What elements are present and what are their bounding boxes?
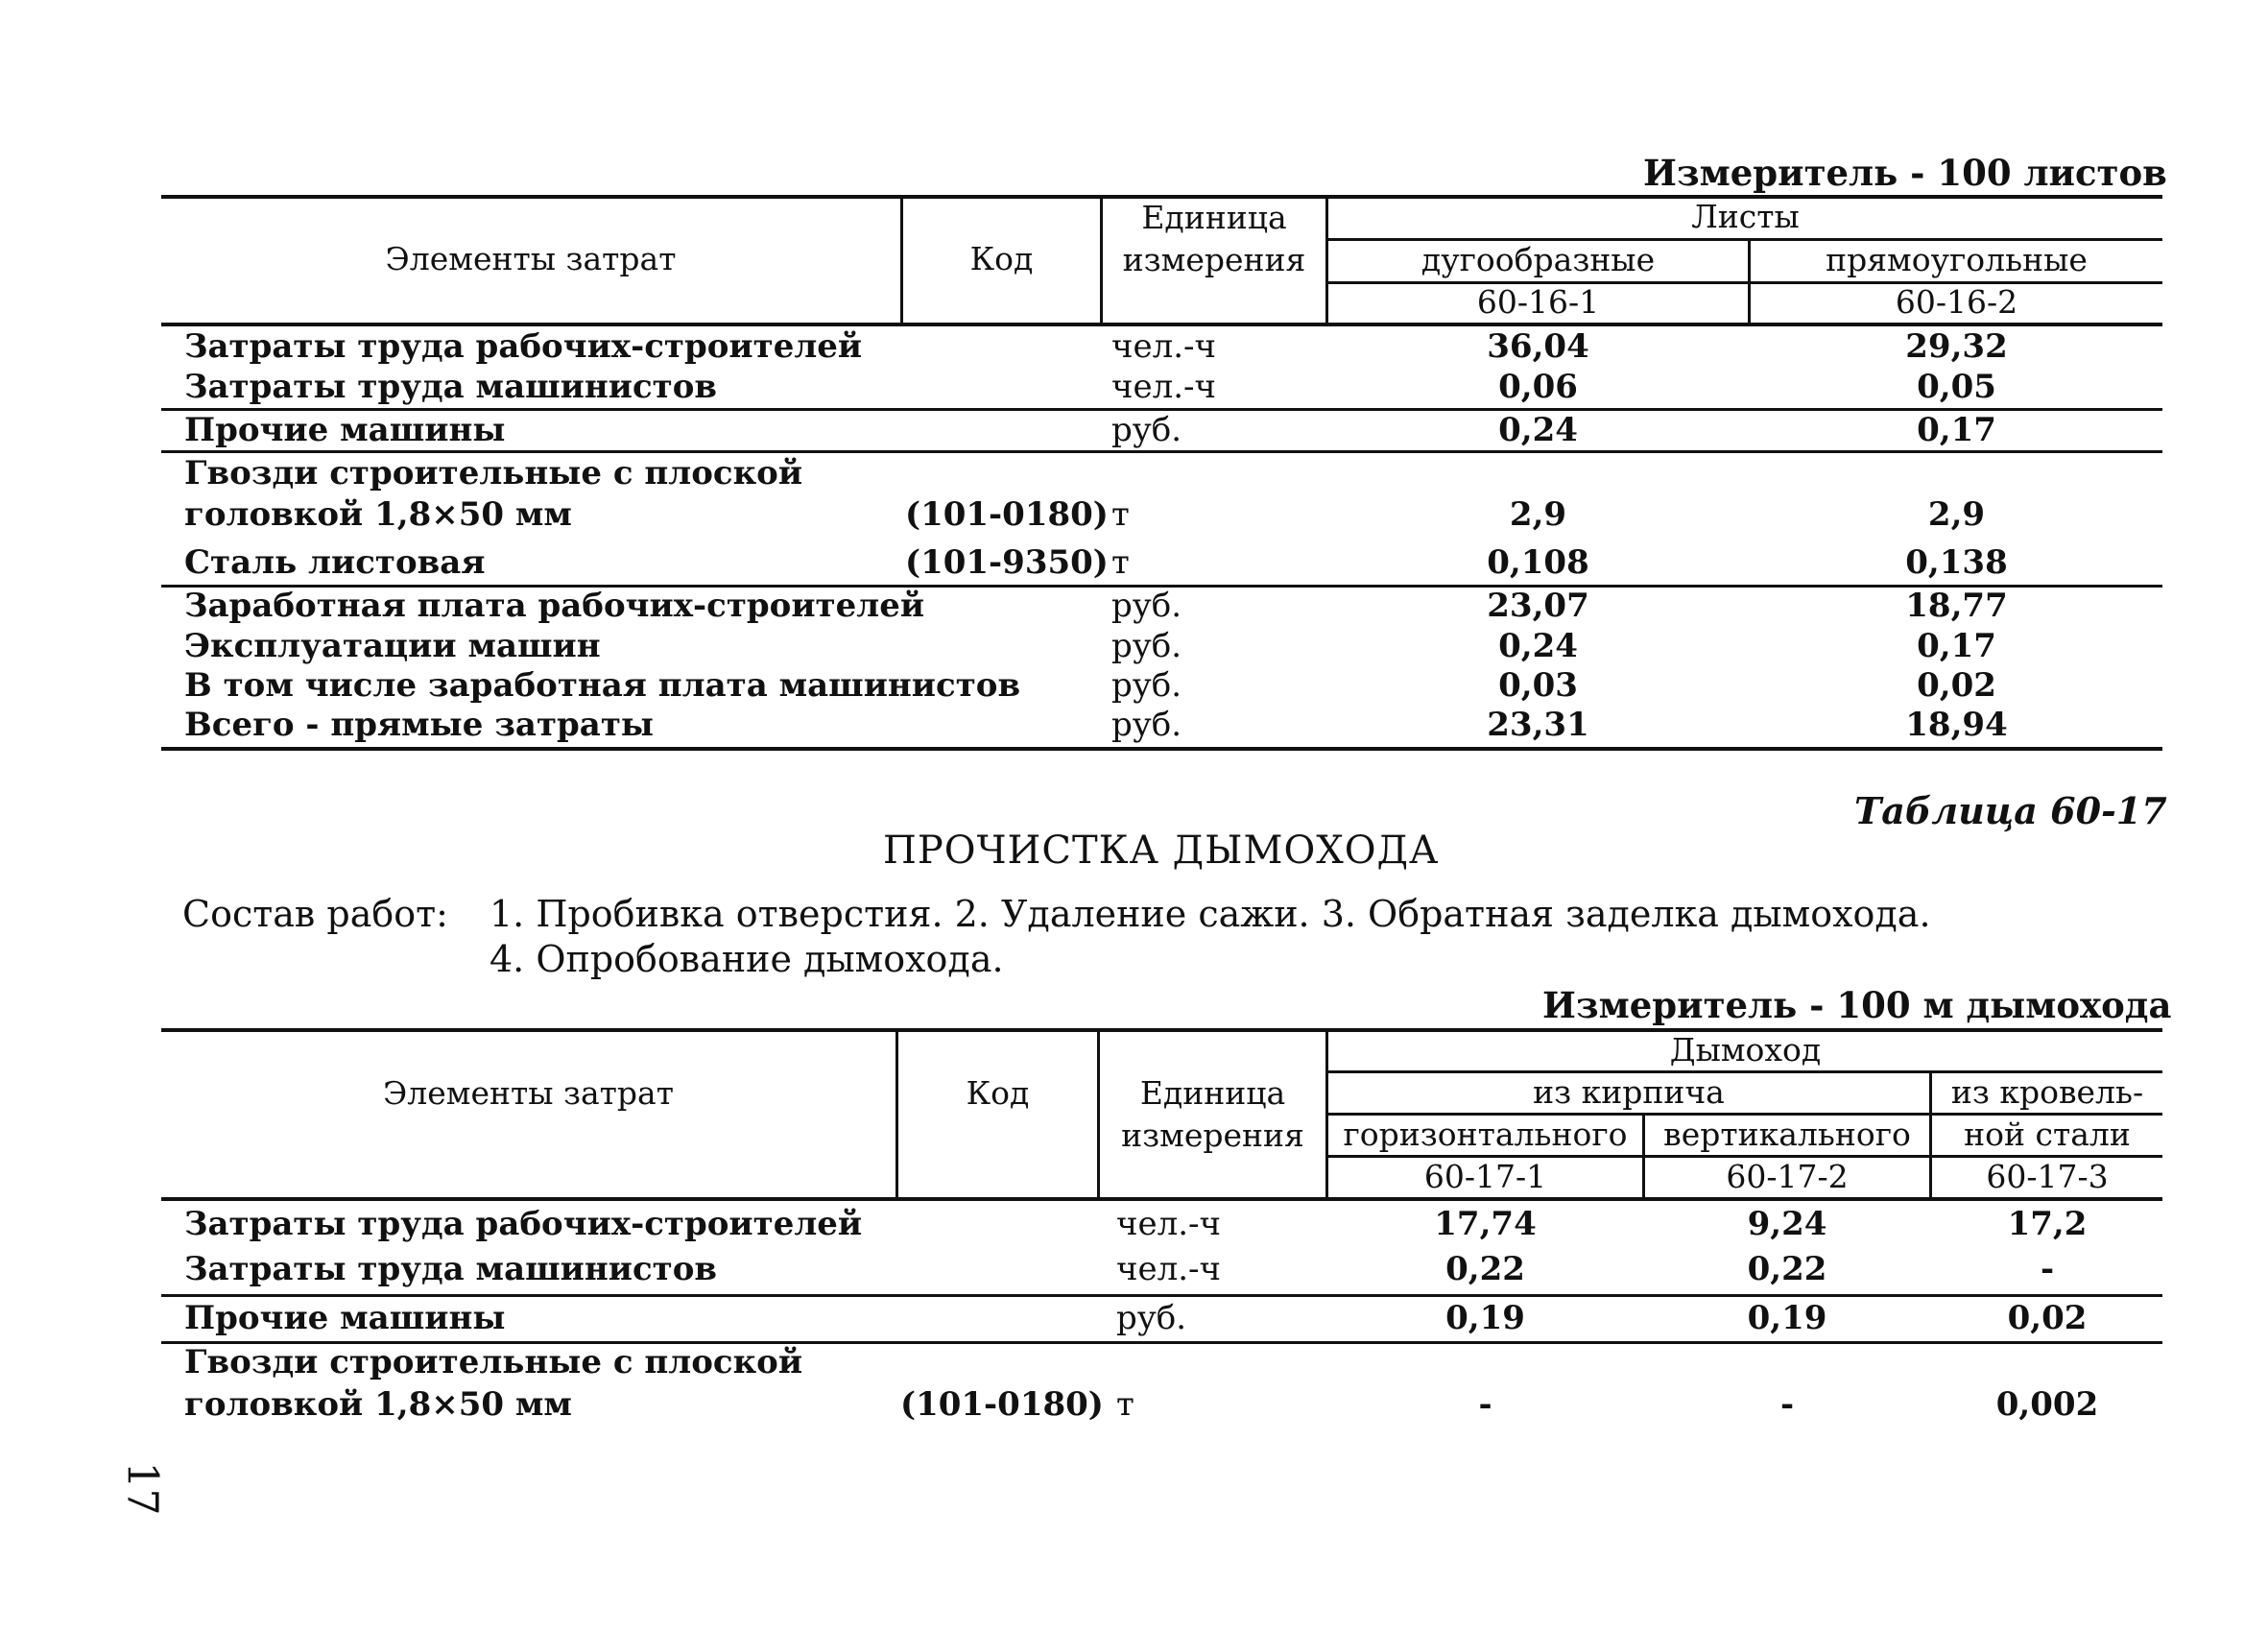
- table1-header-unit-1: Единица: [1141, 199, 1287, 236]
- table2-header-subgroup: из кирпича: [1533, 1073, 1725, 1111]
- table1-header-elements: Элементы затрат: [385, 240, 677, 277]
- row-unit: чел.-ч: [1111, 327, 1216, 366]
- row-name: В том числе заработная плата машинистов: [184, 666, 1021, 705]
- table-row: [161, 627, 2162, 665]
- row-unit: руб.: [1111, 666, 1182, 705]
- table2-header-col1: горизонтального: [1343, 1116, 1628, 1153]
- row-value: 2,9: [1509, 495, 1567, 534]
- table1-header-unit-2: измерения: [1122, 241, 1306, 278]
- row-name: головкой 1,8×50 мм: [184, 495, 572, 534]
- row-name-line1: Гвозди строительные с плоской: [184, 454, 803, 492]
- table-row: [161, 543, 2162, 582]
- table2-header-col1-code: 60-17-1: [1423, 1158, 1547, 1195]
- row-unit: чел.-ч: [1116, 1205, 1221, 1243]
- row-value: 0,138: [1905, 543, 2008, 582]
- table1-measure: Измеритель - 100 листов: [1643, 152, 2167, 194]
- table-row: [161, 587, 2162, 625]
- table2-header-col2: вертикального: [1663, 1116, 1911, 1153]
- row-value: 17,74: [1434, 1205, 1537, 1243]
- row-name: Прочие машины: [184, 1299, 506, 1337]
- row-value: 23,31: [1487, 706, 1589, 744]
- row-name: Сталь листовая: [184, 543, 486, 582]
- table-row: [161, 706, 2162, 744]
- table2-header-col3-code: 60-17-3: [1986, 1158, 2109, 1195]
- row-value: 9,24: [1747, 1205, 1827, 1243]
- row-value: 18,77: [1905, 587, 2008, 625]
- table2-header-code: Код: [966, 1074, 1030, 1112]
- row-value: -: [1478, 1385, 1492, 1424]
- row-name: Затраты труда рабочих-строителей: [184, 1205, 863, 1243]
- table2-header-group: Дымоход: [1669, 1031, 1822, 1069]
- row-unit: т: [1111, 495, 1130, 534]
- row-name: Заработная плата рабочих-строителей: [184, 587, 925, 625]
- row-name-line1: Гвозди строительные с плоской: [184, 1343, 803, 1381]
- page-number: 17: [117, 1461, 167, 1516]
- row-value: 0,17: [1917, 411, 1996, 449]
- row-value: 0,03: [1498, 666, 1578, 705]
- row-value: 17,2: [2007, 1205, 2088, 1243]
- table-row: [161, 1205, 2162, 1243]
- row-unit: руб.: [1111, 411, 1182, 449]
- row-value: 0,108: [1487, 543, 1589, 582]
- row-name: Затраты труда машинистов: [184, 368, 718, 406]
- row-value: 0,002: [1995, 1385, 2099, 1424]
- table-row: [161, 1250, 2162, 1288]
- row-value: 0,02: [1917, 666, 1996, 705]
- composition-label: Состав работ:: [182, 893, 448, 935]
- table-row: [161, 666, 2162, 705]
- row-value: 0,24: [1498, 411, 1578, 449]
- row-value: 29,32: [1905, 327, 2008, 366]
- table1: [161, 195, 2162, 752]
- row-name: Прочие машины: [184, 411, 506, 449]
- table1-header-col2-code: 60-16-2: [1895, 283, 2018, 321]
- row-name: Эксплуатации машин: [184, 627, 601, 665]
- row-value: -: [2040, 1250, 2055, 1288]
- row-unit: руб.: [1116, 1299, 1187, 1337]
- row-value: 0,05: [1917, 368, 1996, 406]
- row-value: 0,06: [1498, 368, 1578, 406]
- composition-line1: 1. Пробивка отверстия. 2. Удаление сажи. 3. Обратная заделка дымохода.: [489, 893, 1931, 935]
- section-title: ПРОЧИСТКА ДЫМОХОДА: [883, 829, 1440, 873]
- table2-header-col3-1: из кровель-: [1950, 1073, 2144, 1111]
- table1-header-group: Листы: [1691, 198, 1800, 235]
- row-value: 18,94: [1905, 706, 2008, 744]
- table-number: Таблица 60-17: [1854, 789, 2167, 832]
- row-unit: руб.: [1111, 706, 1182, 744]
- table-row: [161, 411, 2162, 449]
- table2-header-col2-code: 60-17-2: [1726, 1158, 1849, 1195]
- table2: [161, 1028, 2162, 1431]
- table-row: [161, 327, 2162, 366]
- row-name: Затраты труда машинистов: [184, 1250, 718, 1288]
- table1-header-col1-code: 60-16-1: [1476, 283, 1600, 321]
- row-unit: чел.-ч: [1111, 368, 1216, 406]
- row-value: 0,24: [1498, 627, 1578, 665]
- table2-header-col3-2: ной стали: [1964, 1116, 2131, 1153]
- table2-measure: Измеритель - 100 м дымохода: [1542, 984, 2172, 1026]
- row-unit: т: [1111, 543, 1130, 582]
- table2-header-unit-1: Единица: [1139, 1074, 1286, 1112]
- row-value: 0,19: [1445, 1299, 1525, 1337]
- row-value: 36,04: [1487, 327, 1589, 366]
- table2-header-elements: Элементы затрат: [383, 1074, 674, 1112]
- row-value: 23,07: [1487, 587, 1589, 625]
- row-value: 0,22: [1747, 1250, 1827, 1288]
- row-code: (101-0180): [905, 495, 1109, 534]
- row-unit: руб.: [1111, 627, 1182, 665]
- row-value: -: [1779, 1385, 1795, 1424]
- row-value: 0,02: [2007, 1299, 2088, 1337]
- table-row: [161, 368, 2162, 406]
- row-name: Всего - прямые затраты: [184, 706, 654, 744]
- table-row: [161, 1299, 2162, 1337]
- composition-line2: 4. Опробование дымохода.: [489, 938, 1004, 980]
- row-value: 0,17: [1917, 627, 1996, 665]
- row-name: головкой 1,8×50 мм: [184, 1385, 572, 1424]
- row-unit: т: [1116, 1385, 1134, 1424]
- row-name: Затраты труда рабочих-строителей: [184, 327, 863, 366]
- table-row: [161, 495, 2162, 534]
- row-value: 2,9: [1927, 495, 1986, 534]
- table1-header-col1: дугообразные: [1420, 241, 1656, 278]
- row-code: (101-0180): [900, 1385, 1104, 1424]
- table-row: [161, 1385, 2162, 1424]
- table1-header-code: Код: [969, 240, 1034, 277]
- table1-header-col2: прямоугольные: [1826, 241, 2088, 278]
- table2-header-unit-2: измерения: [1121, 1117, 1304, 1154]
- row-value: 0,22: [1445, 1250, 1525, 1288]
- row-code: (101-9350): [905, 543, 1109, 582]
- table-row: [161, 1343, 2162, 1381]
- row-value: 0,19: [1747, 1299, 1827, 1337]
- row-unit: чел.-ч: [1116, 1250, 1221, 1288]
- row-unit: руб.: [1111, 587, 1182, 625]
- table-row: [161, 454, 2162, 492]
